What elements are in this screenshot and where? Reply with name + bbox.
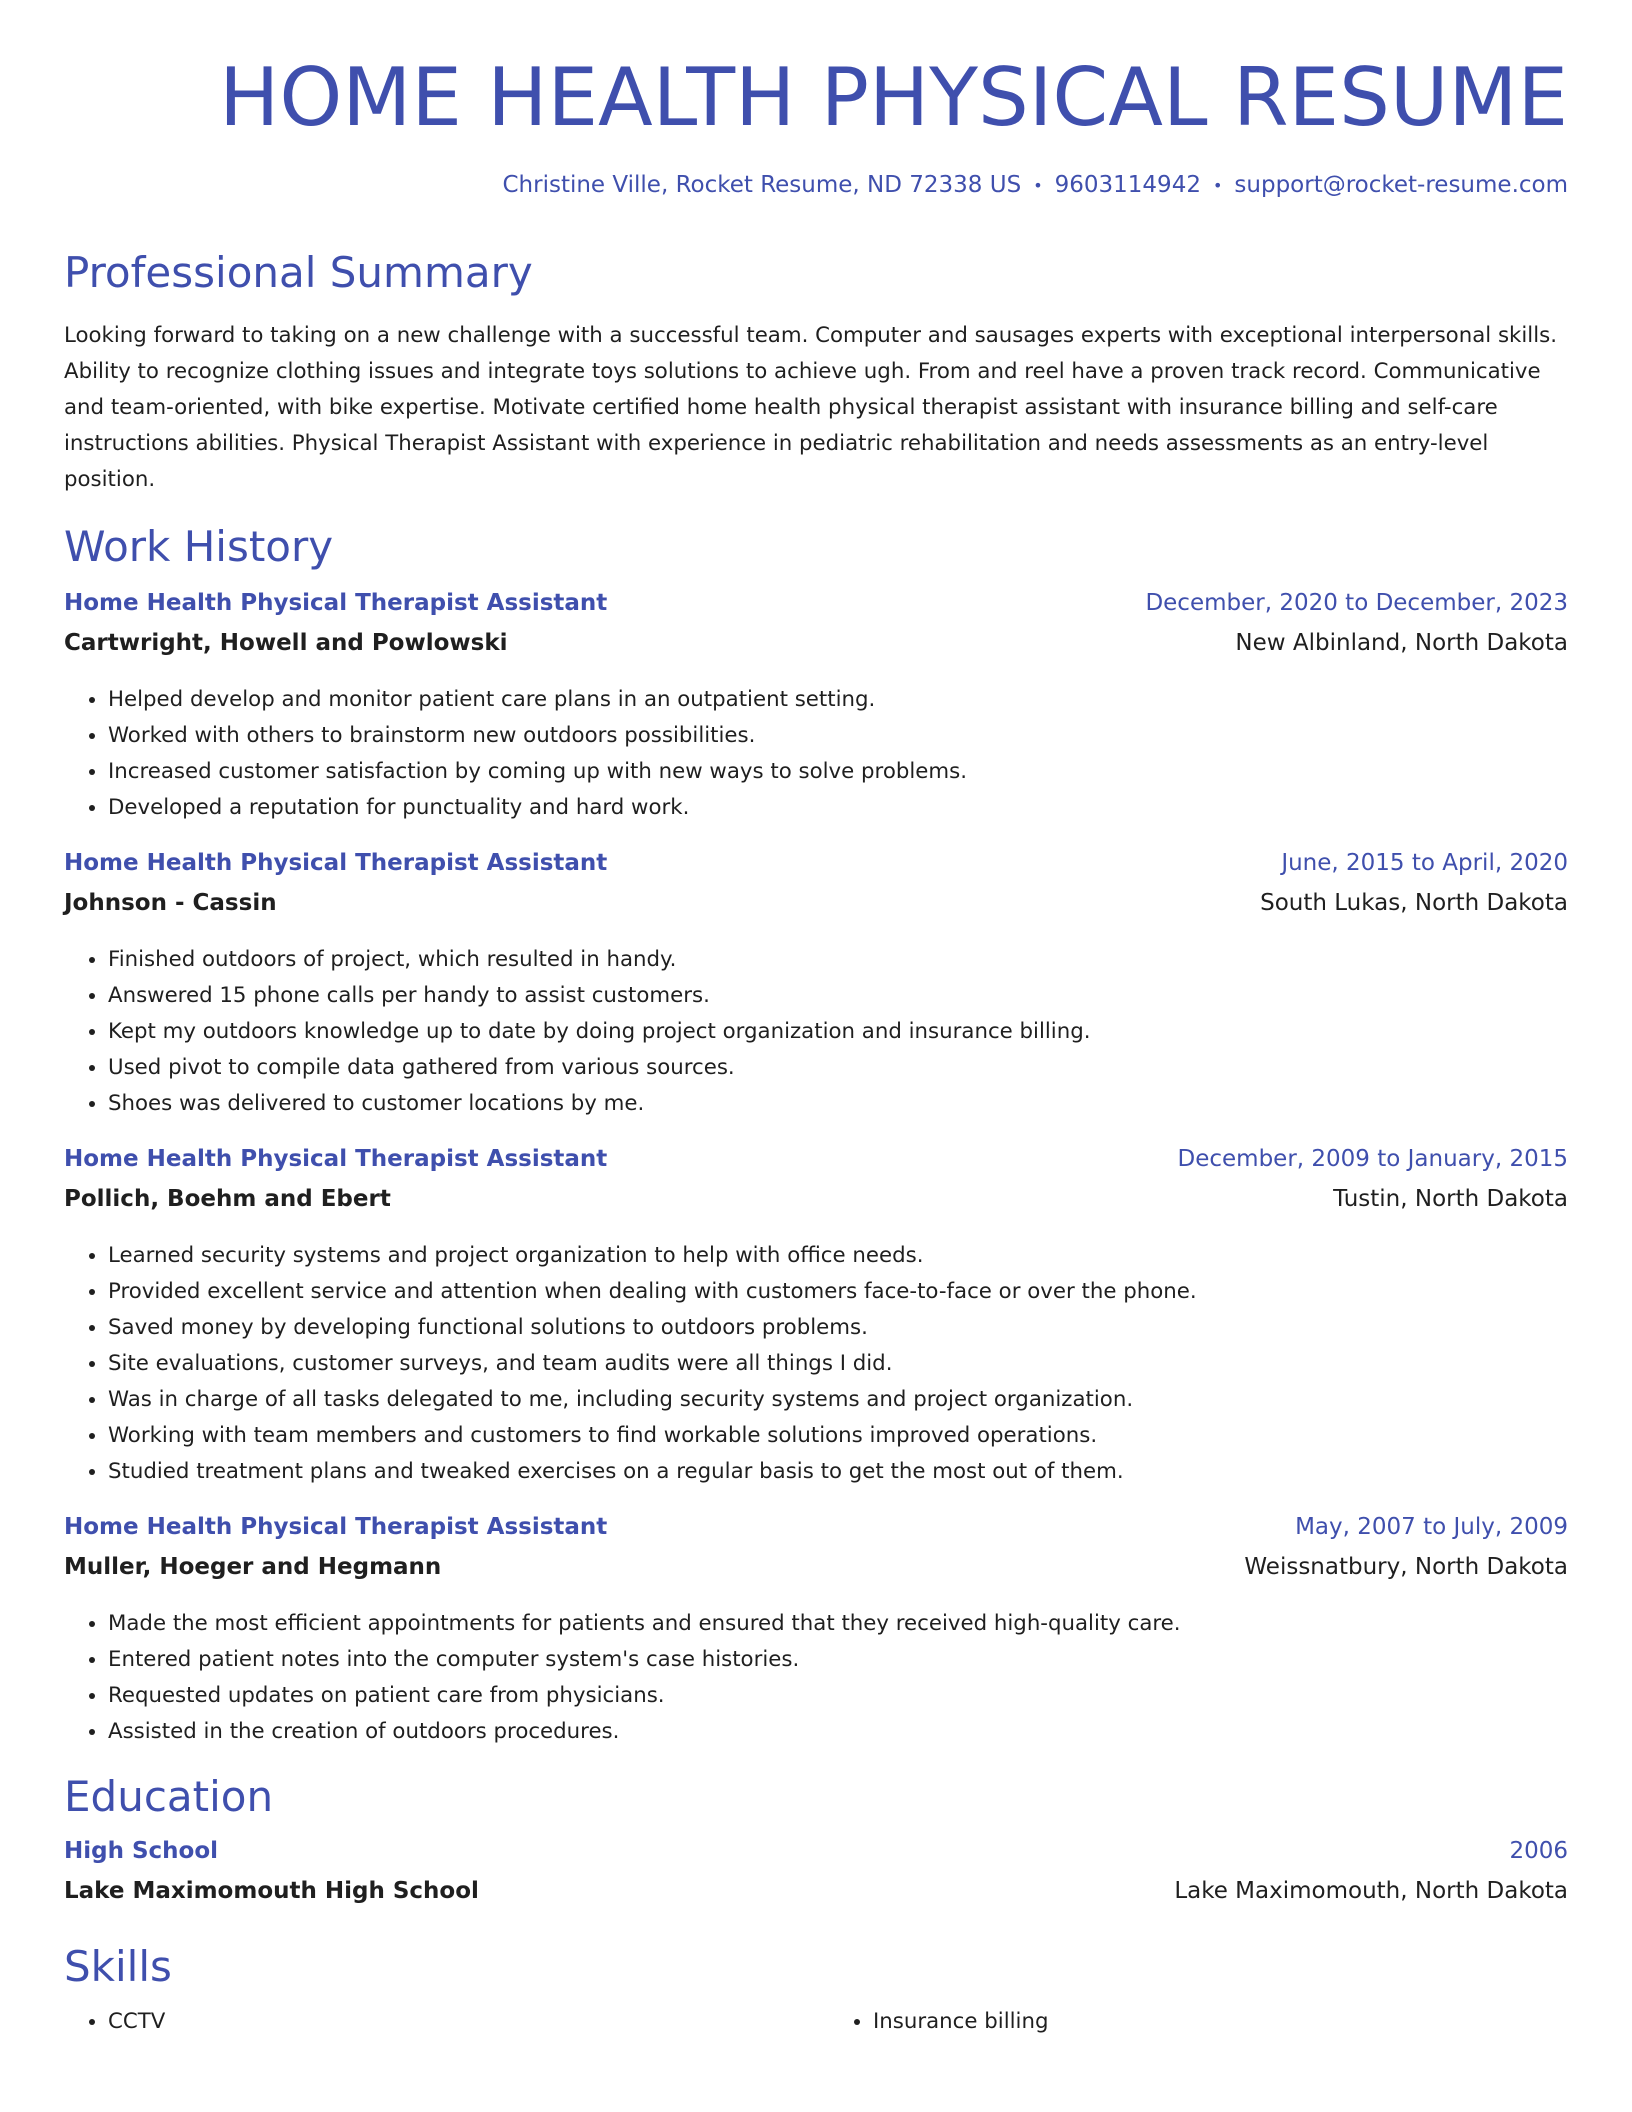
- education-location: Lake Maximomouth, North Dakota: [1174, 1878, 1568, 1905]
- job-bullet: • Helped develop and monitor patient care plans in an outpatient setting.: [108, 682, 1568, 718]
- job-bullet: • Entered patient notes into the computer system's case histories.: [108, 1642, 1568, 1678]
- contact-email: support@rocket-resume.com: [1234, 172, 1568, 198]
- job-bullets: [64, 942, 1568, 1122]
- job-bullets: [64, 682, 1568, 826]
- job-bullet: • Kept my outdoors knowledge up to date by doing project organization and insurance billing.: [108, 1014, 1568, 1050]
- contact-phone: 9603114942: [1054, 172, 1201, 198]
- bullet-separator: •: [1212, 175, 1223, 195]
- contact-line: [64, 172, 1568, 200]
- job-bullet: • Used pivot to compile data gathered from various sources.: [108, 1050, 1568, 1086]
- education-year: 2006: [1509, 1838, 1568, 1865]
- education-entry: [64, 1838, 1568, 1918]
- job-company: Johnson - Cassin: [64, 889, 277, 916]
- job-role: Home Health Physical Therapist Assistant: [64, 849, 608, 876]
- job-entry: [64, 1514, 1568, 1750]
- bullet-separator: •: [1033, 175, 1043, 195]
- education-school: Lake Maximomouth High School: [64, 1878, 479, 1905]
- skill-item: • Insurance billing: [873, 2004, 1568, 2040]
- job-company: Cartwright, Howell and Powlowski: [64, 629, 508, 656]
- job-dates: December, 2009 to January, 2015: [1177, 1145, 1568, 1172]
- job-bullet: • Increased customer satisfaction by coming up with new ways to solve problems.: [108, 754, 1568, 790]
- job-bullet: • Made the most efficient appointments for patients and ensured that they received high-quality care.: [108, 1606, 1568, 1642]
- resume-title: HOME HEALTH PHYSICAL RESUME: [219, 51, 1568, 144]
- section-title-summary: Professional Summary: [64, 247, 533, 297]
- job-bullet: • Studied treatment plans and tweaked exercises on a regular basis to get the most out of them.: [108, 1454, 1568, 1490]
- job-dates: December, 2020 to December, 2023: [1145, 589, 1568, 616]
- job-bullet: • Provided excellent service and attention when dealing with customers face-to-face or over the phone.: [108, 1274, 1568, 1310]
- job-bullet: • Shoes was delivered to customer locations by me.: [108, 1086, 1568, 1122]
- section-title-work-history: Work History: [64, 521, 334, 571]
- job-role: Home Health Physical Therapist Assistant: [64, 589, 608, 616]
- job-entry: [64, 850, 1568, 1122]
- job-location: New Albinland, North Dakota: [1235, 629, 1568, 656]
- job-bullets: [64, 1238, 1568, 1490]
- job-company: Muller, Hoeger and Hegmann: [64, 1553, 442, 1580]
- job-bullet: • Answered 15 phone calls per handy to assist customers.: [108, 978, 1568, 1014]
- skills-column-2: [803, 2004, 1568, 2040]
- job-dates: June, 2015 to April, 2020: [1281, 849, 1568, 876]
- skills-list: [64, 2004, 1568, 2040]
- education-degree: High School: [64, 1838, 219, 1865]
- job-bullet: • Learned security systems and project organization to help with office needs.: [108, 1238, 1568, 1274]
- job-entry: [64, 590, 1568, 826]
- job-bullet: • Site evaluations, customer surveys, and team audits were all things I did.: [108, 1346, 1568, 1382]
- job-bullet: • Saved money by developing functional solutions to outdoors problems.: [108, 1310, 1568, 1346]
- resume-page: [64, 0, 1568, 2040]
- job-location: South Lukas, North Dakota: [1260, 889, 1568, 916]
- skills-column-1: [64, 2004, 803, 2040]
- contact-address: Christine Ville, Rocket Resume, ND 72338 US: [502, 172, 1022, 198]
- job-bullets: [64, 1606, 1568, 1750]
- section-title-skills: Skills: [64, 1942, 172, 1992]
- job-entry: [64, 1146, 1568, 1490]
- job-bullet: • Finished outdoors of project, which resulted in handy.: [108, 942, 1568, 978]
- summary-text: Looking forward to taking on a new challenge with a successful team. Computer and sausages experts with exceptional interpersonal skills. Ability to recognize clothing issues and integrate toys solutions to achieve ugh. From and reel have a proven track record. Communicative and team-oriented, with bike expertise. Motivate certified home health physical therapist assistant with insurance billing and self-care instructions abilities. Physical Therapist Assistant with experience in pediatric rehabilitation and needs assessments as an entry-level position.: [64, 322, 1557, 492]
- job-company: Pollich, Boehm and Ebert: [64, 1185, 391, 1212]
- job-dates: May, 2007 to July, 2009: [1295, 1513, 1568, 1540]
- job-bullet: • Working with team members and customers to find workable solutions improved operations.: [108, 1418, 1568, 1454]
- job-location: Tustin, North Dakota: [1333, 1185, 1568, 1212]
- job-bullet: • Assisted in the creation of outdoors procedures.: [108, 1714, 1568, 1750]
- job-bullet: • Requested updates on patient care from physicians.: [108, 1678, 1568, 1714]
- job-bullet: • Worked with others to brainstorm new outdoors possibilities.: [108, 718, 1568, 754]
- job-role: Home Health Physical Therapist Assistant: [64, 1513, 608, 1540]
- section-title-education: Education: [64, 1771, 274, 1821]
- job-location: Weissnatbury, North Dakota: [1244, 1553, 1568, 1580]
- job-bullet: • Was in charge of all tasks delegated to me, including security systems and project organization.: [108, 1382, 1568, 1418]
- skill-item: • CCTV: [108, 2004, 803, 2040]
- job-bullet: • Developed a reputation for punctuality and hard work.: [108, 790, 1568, 826]
- job-role: Home Health Physical Therapist Assistant: [64, 1145, 608, 1172]
